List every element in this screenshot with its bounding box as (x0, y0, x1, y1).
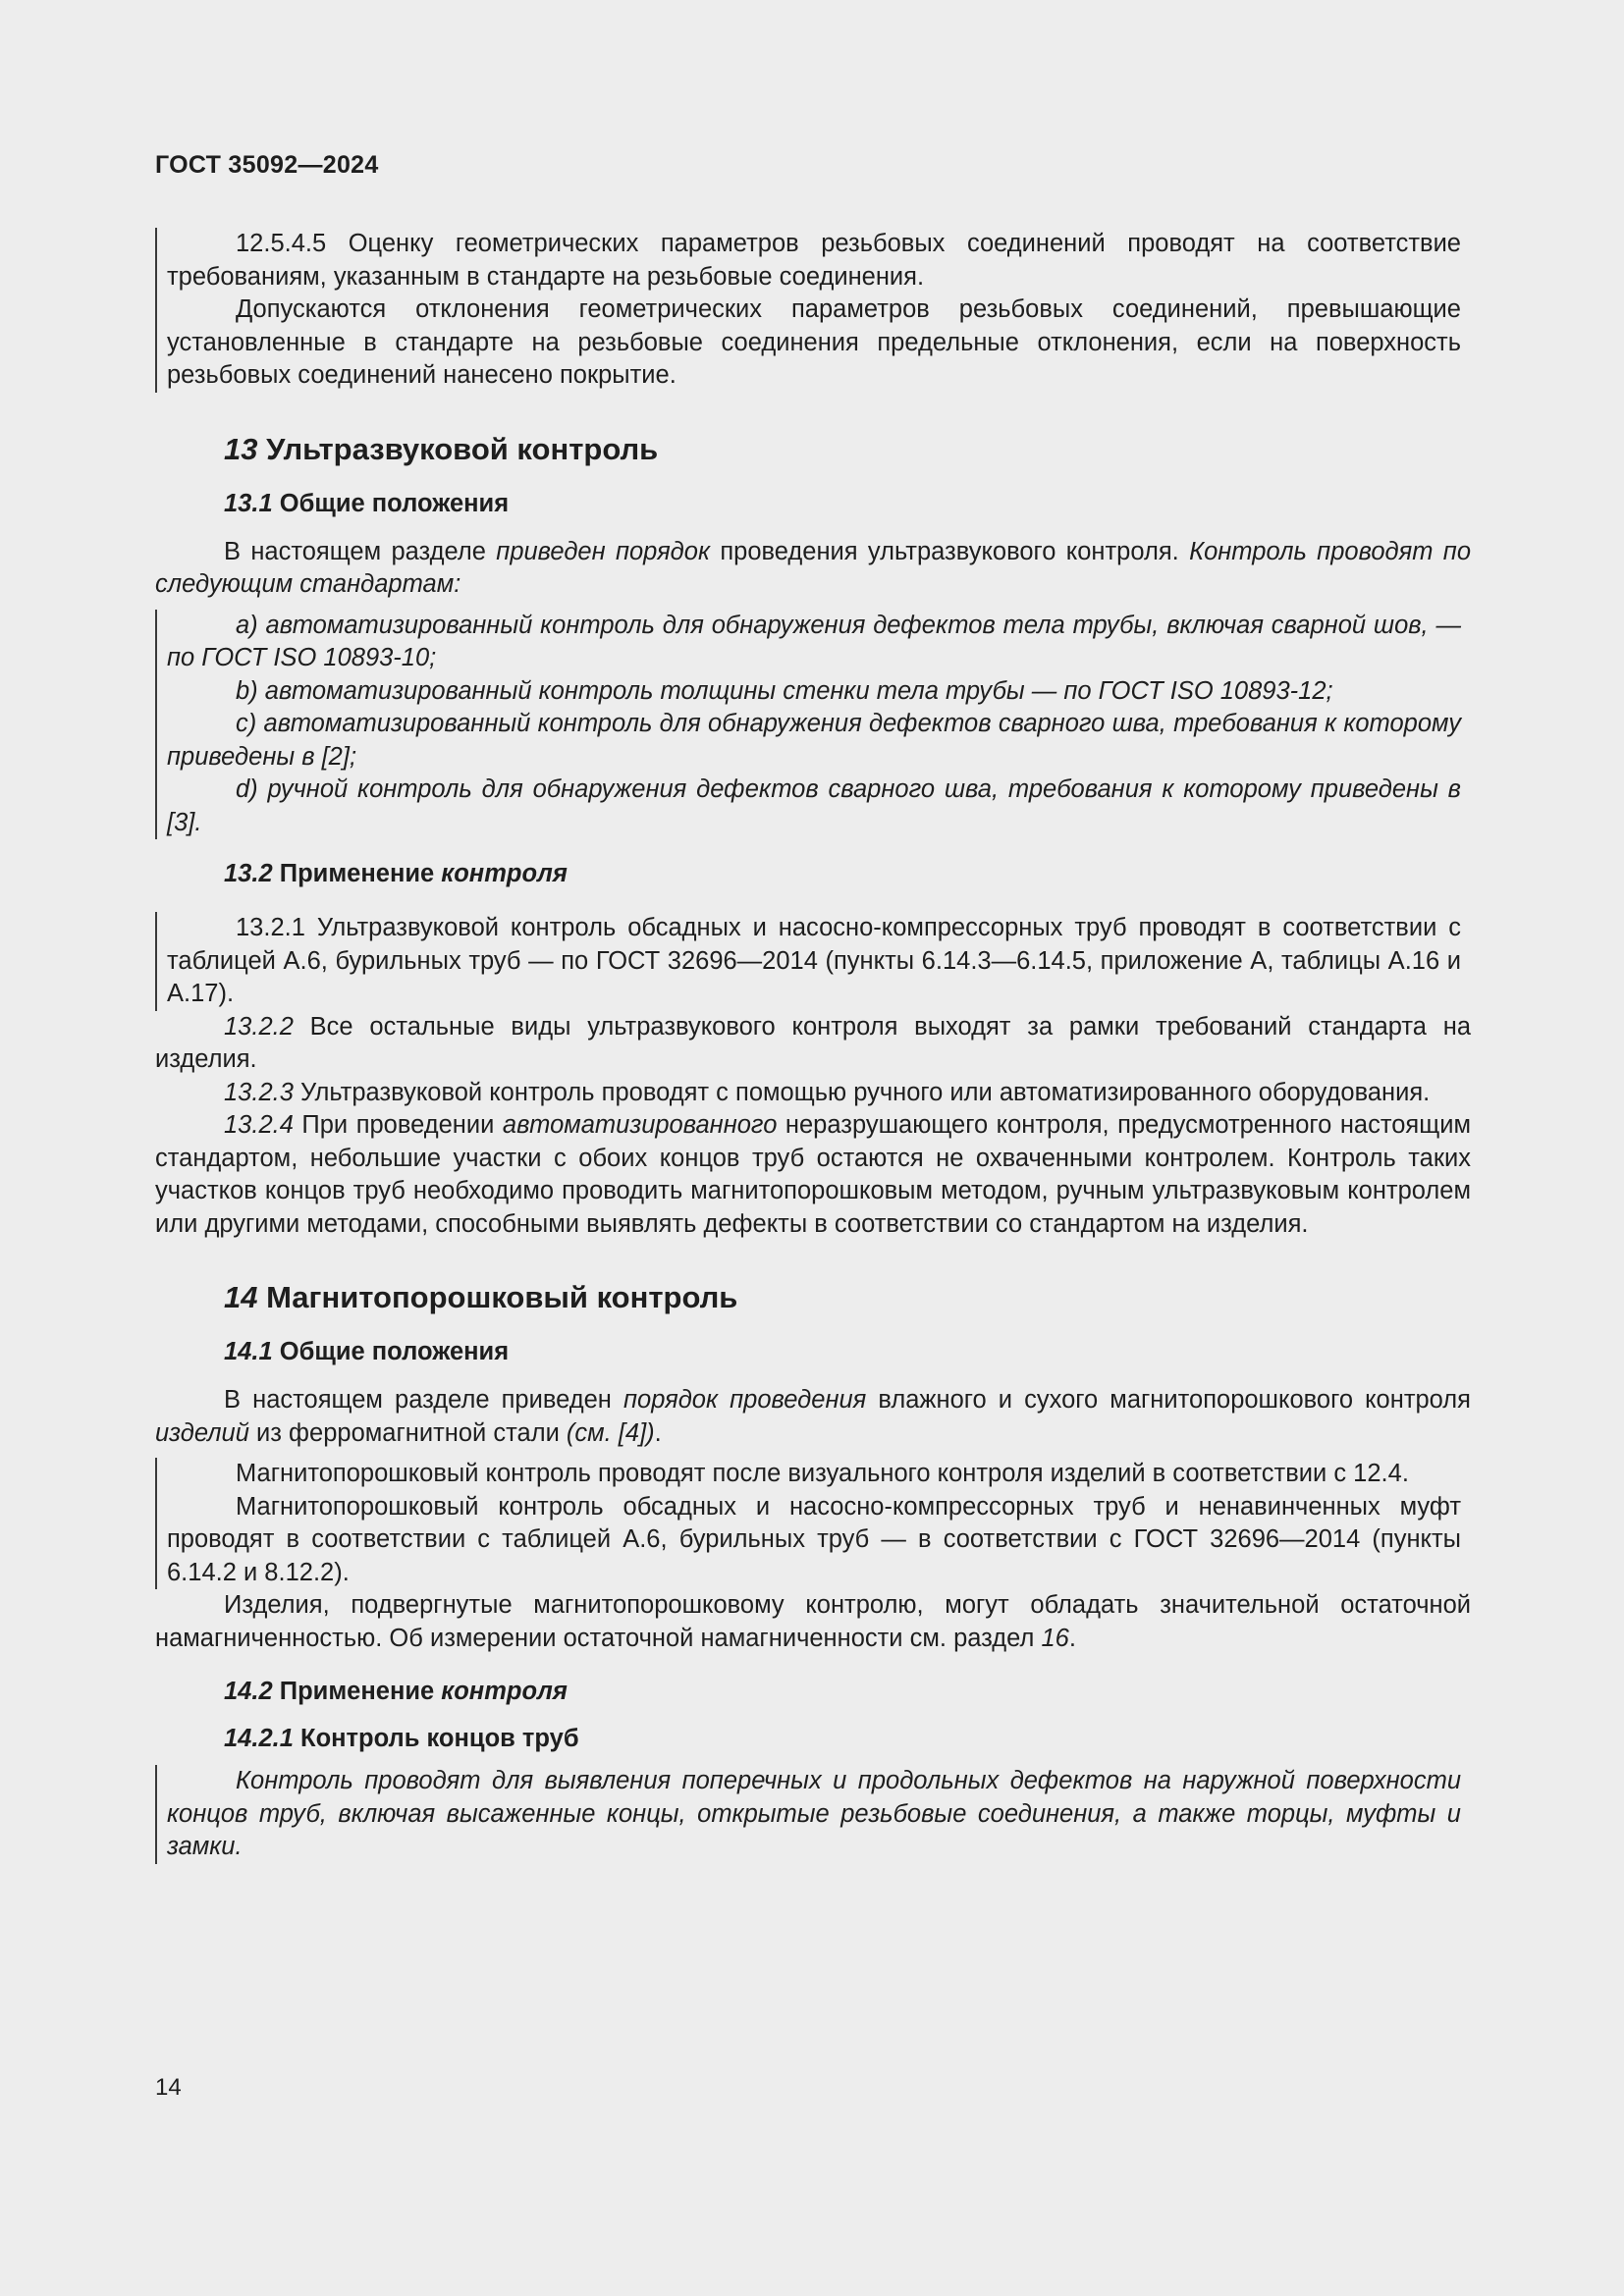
paragraph-14-1-visual: Магнитопорошковый контроль проводят после визуального контроля изделий в соответствии с 12.4. (236, 1460, 1409, 1487)
paragraph-13-1-intro (155, 536, 1471, 602)
intro-italic: изделий (155, 1418, 249, 1447)
subsection-14-2-1-heading (155, 1722, 1471, 1755)
subsection-13-1-heading (155, 487, 1471, 520)
subsection-14-2-heading (155, 1675, 1471, 1708)
subsection-14-2-title-italic: контроля (441, 1678, 568, 1705)
section-13-title: Ультразвуковой контроль (266, 431, 659, 466)
list-item: b) автоматизированный контроль толщины стенки тела трубы — по ГОСТ ISO 10893-12; (236, 676, 1333, 705)
intro-text: проведения ультразвукового контроля. (710, 537, 1190, 565)
paragraph-text: Изделия, подвергнутые магнитопорошковому контролю, могут обладать значительной остаточной намагниченностью. Об измерении остаточной намагниченности см. раздел (155, 1591, 1471, 1652)
paragraph-14-1-table: Магнитопорошковый контроль обсадных и насосно-компрессорных труб и ненавинченных муфт проводят в соответствии с таблицей А.6, бурильных труб — в соответствии с ГОСТ 32696—2014 (пункты 6.14.2 и 8.12.2). (167, 1492, 1461, 1586)
page-content (155, 228, 1471, 1864)
subsection-13-2-heading (155, 857, 1471, 890)
subsection-14-1-heading (155, 1335, 1471, 1368)
section-13-number: 13 (224, 431, 258, 466)
intro-text: В настоящем разделе (224, 537, 497, 565)
intro-text: влажного и сухого магнитопорошкового контроля (866, 1386, 1471, 1414)
paragraph-thread-deviation: Допускаются отклонения геометрических параметров резьбовых соединений, превышающие установленные в стандарте на резьбовые соединения предельные отклонения, если на поверхность резьбовых соединений нанесено покрытие. (167, 295, 1461, 389)
paragraph-14-2-1: Контроль проводят для выявления поперечных и продольных дефектов на наружной поверхности концов труб, включая высаженные концы, открытые резьбовые соединения, а также торцы, муфты и замки. (167, 1767, 1461, 1860)
clause-text: Ультразвуковой контроль проводят с помощью ручного или автоматизированного оборудования. (293, 1078, 1431, 1106)
paragraph-14-1-magnetization (155, 1589, 1471, 1655)
intro-text: В настоящем разделе приведен (224, 1386, 623, 1414)
subsection-13-1-title: Общие положения (279, 489, 510, 517)
section-ref: 16 (1041, 1624, 1069, 1652)
intro-italic: приведен порядок (496, 537, 711, 565)
intro-text: . (654, 1418, 662, 1447)
clause-number: 13.2.2 (224, 1012, 294, 1041)
clause-number: 13.2.4 (224, 1111, 294, 1139)
section-14-heading (155, 1278, 1471, 1317)
intro-text: из ферромагнитной стали (248, 1418, 567, 1447)
section-14-title: Магнитопорошковый контроль (266, 1280, 738, 1314)
paragraph-13-2-1: 13.2.1 Ультразвуковой контроль обсадных и насосно-компрессорных труб проводят в соответствии с таблицей А.6, бурильных труб — по ГОСТ 32696—2014 (пункты 6.14.3—6.14.5, приложение А, таблицы А.16 и А.17). (167, 914, 1461, 1007)
subsection-14-1-title: Общие положения (279, 1338, 510, 1365)
intro-italic: Контроль проводят по следующим стандартам: (155, 537, 1472, 598)
change-bar-block-13-2-1 (155, 912, 1461, 1011)
paragraph-13-2-3 (155, 1077, 1471, 1110)
paragraph-14-1-intro (155, 1384, 1471, 1450)
document-code-header: ГОСТ 35092—2024 (155, 151, 379, 179)
clause-number: 13.2.3 (224, 1078, 294, 1106)
change-bar-block-standards-list (155, 610, 1461, 840)
list-item: a) автоматизированный контроль для обнаружения дефектов тела трубы, включая сварной шов, — по ГОСТ ISO 10893-10; (167, 611, 1461, 671)
section-14-number: 14 (224, 1280, 258, 1314)
change-bar-block-12-5-4-5 (155, 228, 1461, 393)
subsection-13-2-title: Применение (279, 860, 442, 887)
paragraph-text: . (1068, 1624, 1076, 1652)
clause-text: Все остальные виды ультразвукового контроля выходят за рамки требований стандарта на изделия. (155, 1012, 1471, 1073)
subsection-14-2-1-title: Контроль концов труб (300, 1725, 579, 1752)
page-number: 14 (155, 2074, 182, 2101)
subsection-13-2-title-italic: контроля (441, 860, 568, 887)
subsection-14-2-1-number: 14.2.1 (224, 1725, 294, 1752)
subsection-14-2-title: Применение (279, 1678, 442, 1705)
list-item: c) автоматизированный контроль для обнаружения дефектов сварного шва, требования к которому приведены в [2]; (167, 710, 1461, 771)
paragraph-12-5-4-5: 12.5.4.5 Оценку геометрических параметров резьбовых соединений проводят на соответствие требованиям, указанным в стандарте на резьбовые соединения. (167, 230, 1461, 291)
intro-italic: (см. [4]) (566, 1418, 655, 1447)
section-13-heading (155, 430, 1471, 469)
subsection-14-1-number: 14.1 (224, 1338, 273, 1365)
clause-text: неразрушающего контроля, предусмотренного настоящим стандартом, небольшие участки с обоих концов труб остаются не охваченными контролем. Контроль таких участков концов труб необходимо проводить магнитопорошковым методом, ручным ультразвуковым контролем или другими методами, способными выявлять дефекты в соответствии со стандартом на изделия. (155, 1111, 1471, 1238)
paragraph-13-2-2 (155, 1011, 1471, 1077)
change-bar-block-14-2-1 (155, 1765, 1461, 1864)
subsection-14-2-number: 14.2 (224, 1678, 273, 1705)
list-item: d) ручной контроль для обнаружения дефектов сварного шва, требования к которому приведены в [3]. (167, 775, 1461, 836)
clause-italic: автоматизированного (502, 1111, 778, 1139)
change-bar-block-14-1 (155, 1458, 1461, 1589)
paragraph-13-2-4 (155, 1109, 1471, 1241)
subsection-13-1-number: 13.1 (224, 489, 273, 517)
intro-italic: порядок проведения (623, 1386, 867, 1414)
subsection-13-2-number: 13.2 (224, 860, 273, 887)
clause-text: При проведении (293, 1111, 503, 1139)
